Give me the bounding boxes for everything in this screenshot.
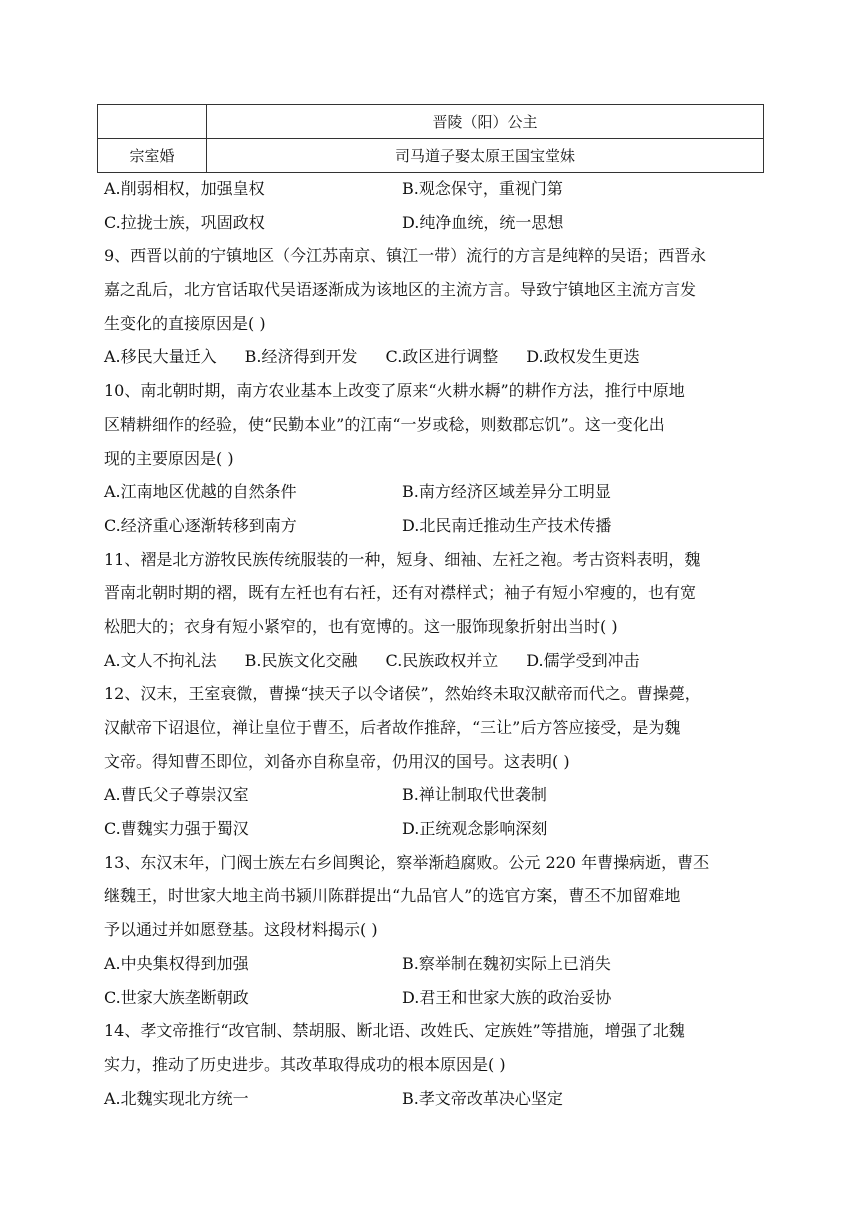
q9-stem-line: 生变化的直接原因是( ): [104, 313, 266, 333]
q13-option-a[interactable]: A.中央集权得到加强: [104, 953, 249, 973]
q12-option-a[interactable]: A.曹氏父子尊崇汉室: [104, 785, 249, 805]
q12-stem-line: 12、汉末，王室衰微，曹操“挟天子以令诸侯”，然始终未取汉献帝而代之。曹操薨，: [104, 684, 701, 704]
q11-options-row: [104, 644, 764, 678]
q14-options-row-1: [104, 1082, 764, 1116]
q8-option-c[interactable]: C.拉拢士族，巩固政权: [104, 212, 265, 232]
q12-stem-line: 汉献帝下诏退位，禅让皇位于曹丕，后者故作推辞，“三让”后方答应接受，是为魏: [104, 718, 681, 737]
q11-stem-line: 晋南北朝时期的褶，既有左衽也有右衽，还有对襟样式；袖子有短小窄瘦的，也有宽: [104, 583, 697, 603]
q8-option-d[interactable]: D.纯净血统，统一思想: [402, 212, 564, 232]
q9-option-d[interactable]: D.政权发生更迭: [526, 347, 640, 367]
q13-option-b[interactable]: B.察举制在魏初实际上已消失: [402, 953, 611, 973]
table-row: [98, 105, 764, 139]
q14-stem-line: 实力，推动了历史进步。其改革取得成功的根本原因是( ): [104, 1054, 506, 1074]
q11-option-a[interactable]: A.文人不拘礼法: [104, 650, 217, 670]
q12-option-b[interactable]: B.禅让制取代世袭制: [402, 785, 547, 805]
table-row: [98, 139, 764, 173]
q13-option-d[interactable]: D.君王和世家大族的政治妥协: [402, 987, 612, 1007]
question-list: [104, 172, 764, 1115]
q9-options-row: [104, 340, 764, 374]
q9-stem-line: 嘉之乱后，北方官话取代吴语逐渐成为该地区的主流方言。导致宁镇地区主流方言发: [104, 280, 697, 300]
q9-stem-line: 9、西晋以前的宁镇地区（今江苏南京、镇江一带）流行的方言是纯粹的吴语；西晋永: [104, 246, 707, 266]
q10-stem-line: 区精耕细作的经验，使“民勤本业”的江南“一岁或稔，则数郡忘饥”。这一变化出: [104, 414, 665, 434]
q12-options-row-1: [104, 778, 764, 812]
q13-options-row-1: [104, 947, 764, 981]
q14-option-b[interactable]: B.孝文帝改革决心坚定: [402, 1088, 563, 1108]
q10-stem-line: 现的主要原因是( ): [104, 448, 234, 468]
table-cell: 晋陵（阳）公主: [207, 105, 764, 139]
q10-options-row-2: [104, 509, 764, 543]
q13-stem-line: 13、东汉末年，门阀士族左右乡闾舆论，察举渐趋腐败。公元 220 年曹操病逝，曹丕: [104, 852, 710, 872]
q10-options-row-1: [104, 475, 764, 509]
q10-option-a[interactable]: A.江南地区优越的自然条件: [104, 482, 297, 502]
q8-option-b[interactable]: B.观念保守，重视门第: [402, 179, 563, 198]
q13-stem-line: 予以通过并如愿登基。这段材料揭示( ): [104, 920, 378, 940]
table-cell: 司马道子娶太原王国宝堂妹: [207, 139, 764, 173]
q10-option-b[interactable]: B.南方经济区域差异分工明显: [402, 482, 611, 502]
q12-options-row-2: [104, 812, 764, 846]
q10-stem-line: 10、南北朝时期，南方农业基本上改变了原来“火耕水耨”的耕作方法，推行中原地: [104, 381, 685, 401]
q10-option-c[interactable]: C.经济重心逐渐转移到南方: [104, 515, 297, 535]
q11-option-b[interactable]: B.民族文化交融: [244, 650, 358, 670]
q13-options-row-2: [104, 981, 764, 1015]
q14-stem-line: 14、孝文帝推行“改官制、禁胡服、断北语、改姓氏、定族姓”等措施，增强了北魏: [104, 1021, 685, 1041]
q13-option-c[interactable]: C.世家大族垄断朝政: [104, 987, 249, 1007]
q11-option-d[interactable]: D.儒学受到冲击: [526, 650, 640, 670]
q12-stem-line: 文帝。得知曹丕即位，刘备亦自称皇帝，仍用汉的国号。这表明( ): [104, 751, 570, 771]
q11-stem-line: 松肥大的；衣身有短小紧窄的，也有宽博的。这一服饰现象折射出当时( ): [104, 616, 618, 636]
q8-options-row-1: [104, 172, 764, 206]
q11-option-c[interactable]: C.民族政权并立: [385, 650, 499, 670]
q12-option-c[interactable]: C.曹魏实力强于蜀汉: [104, 819, 249, 839]
table-cell: 宗室婚: [98, 139, 207, 173]
q9-option-a[interactable]: A.移民大量迁入: [104, 347, 217, 367]
q9-option-c[interactable]: C.政区进行调整: [385, 347, 499, 367]
q12-option-d[interactable]: D.正统观念影响深刻: [402, 819, 548, 839]
q11-stem-line: 11、褶是北方游牧民族传统服装的一种，短身、细袖、左衽之袍。考古资料表明，魏: [104, 549, 701, 569]
q8-option-a[interactable]: A.削弱相权，加强皇权: [104, 179, 265, 198]
table-cell: [98, 105, 207, 139]
q9-option-b[interactable]: B.经济得到开发: [244, 347, 358, 367]
q14-option-a[interactable]: A.北魏实现北方统一: [104, 1088, 249, 1108]
marriage-table: [97, 104, 764, 173]
q13-stem-line: 继魏王，时世家大地主尚书颍川陈群提出“九品官人”的选官方案，曹丕不加留难地: [104, 886, 681, 906]
q10-option-d[interactable]: D.北民南迁推动生产技术传播: [402, 515, 612, 535]
q8-options-row-2: [104, 206, 764, 240]
